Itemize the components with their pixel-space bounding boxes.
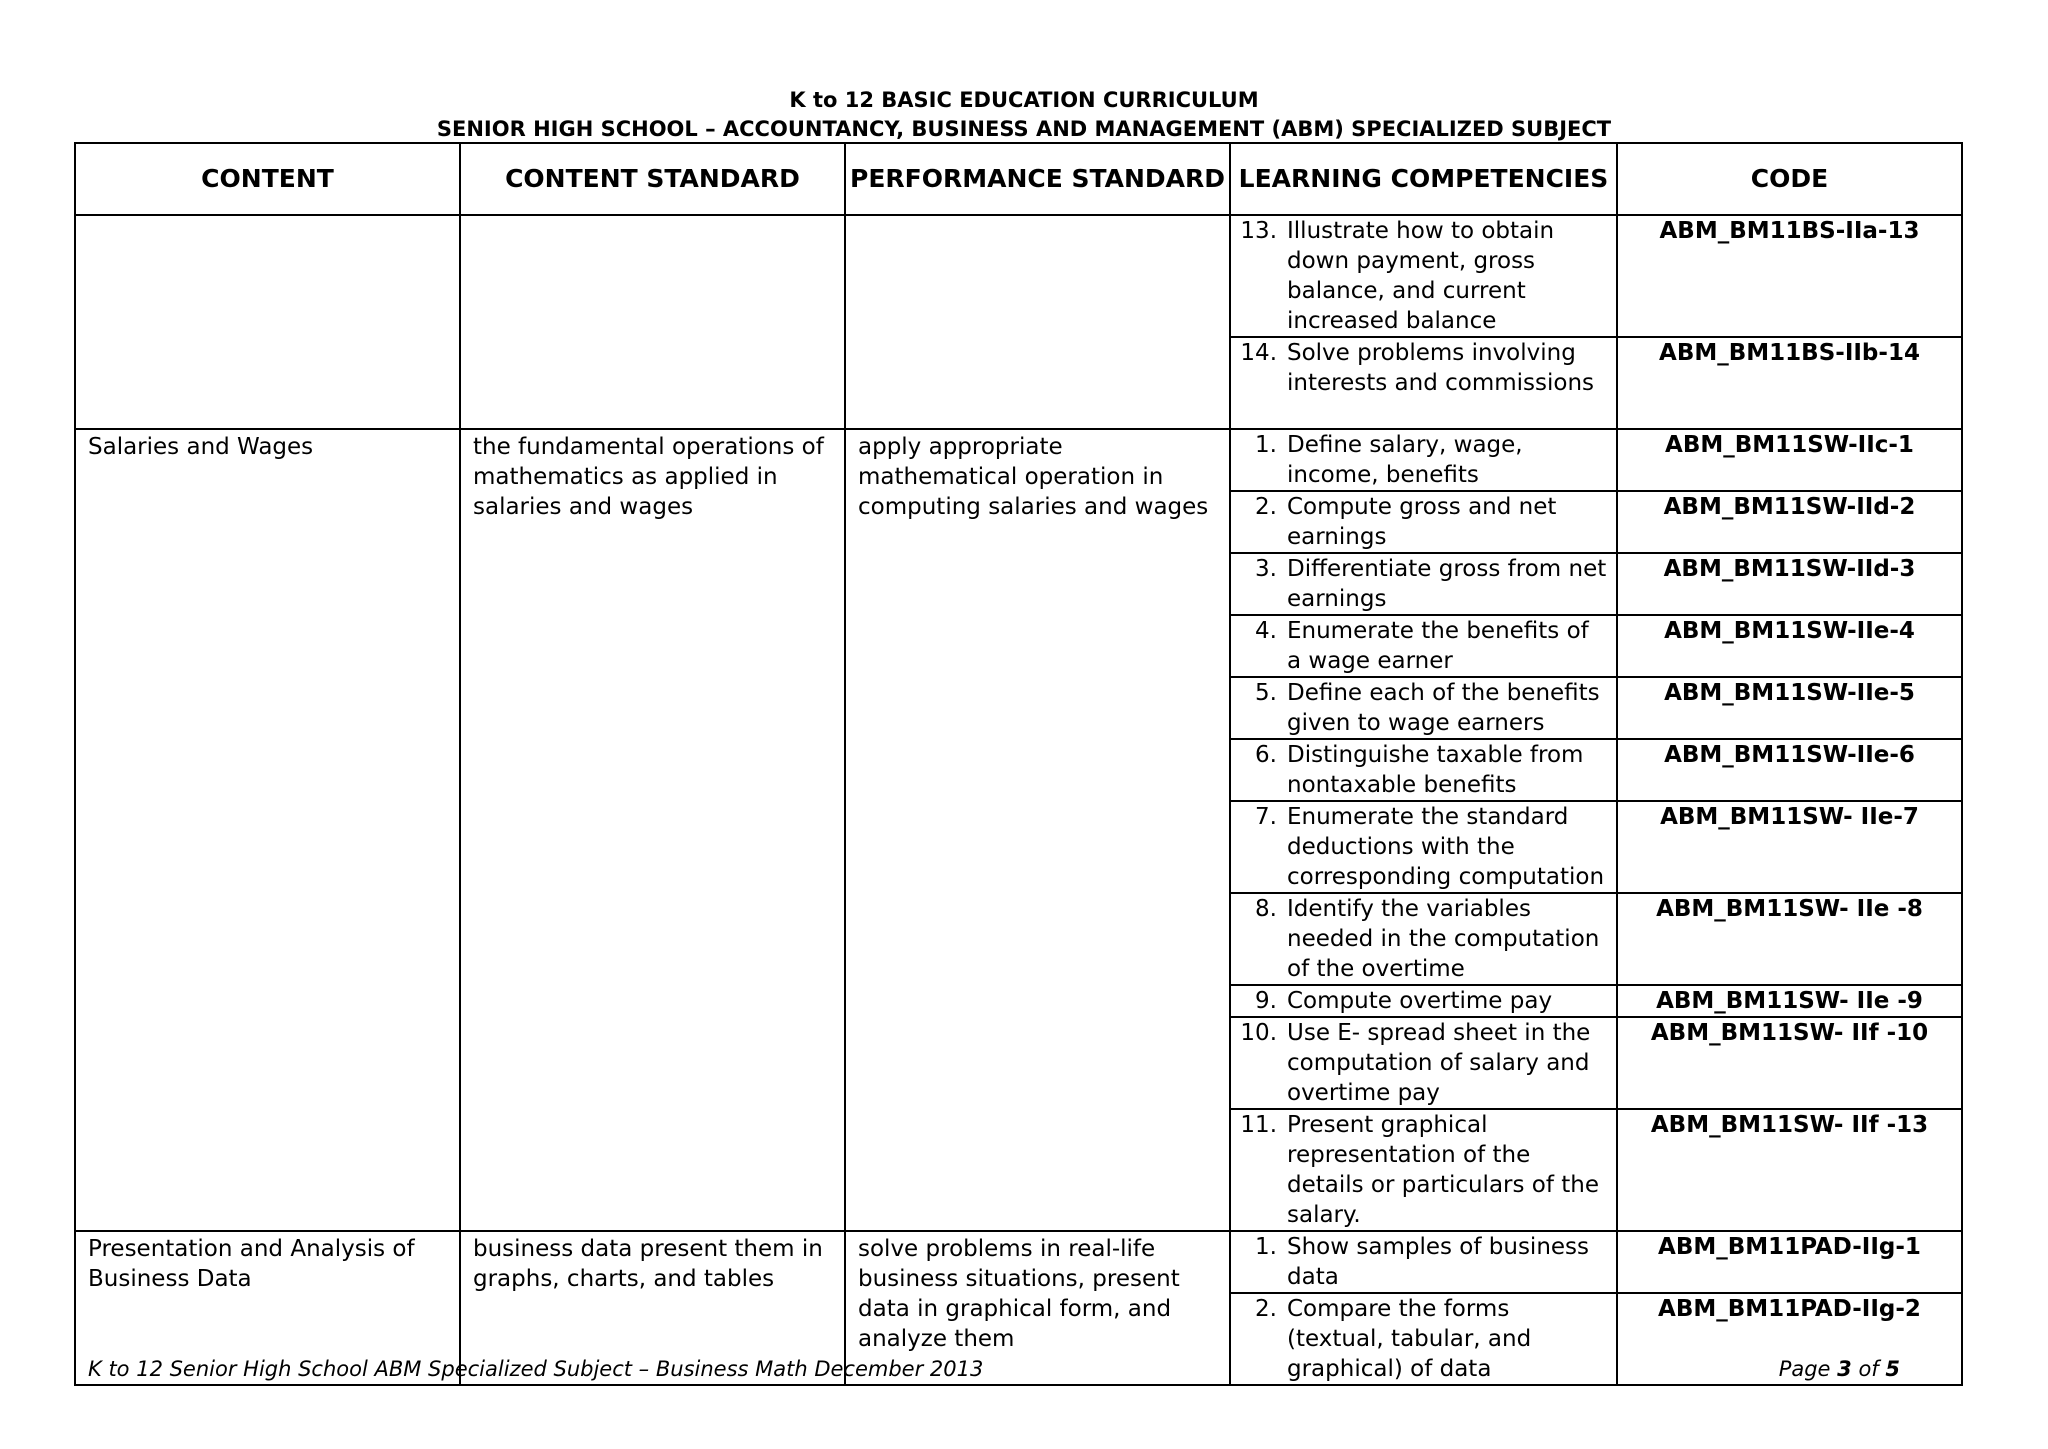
competency-item xyxy=(1231,216,1616,336)
code-cell: ABM_BM11SW-IId-2 xyxy=(1617,491,1962,553)
competency-item xyxy=(1231,1110,1616,1230)
document-header xyxy=(0,86,2048,144)
competency-cell xyxy=(1230,1231,1617,1293)
competency-item xyxy=(1231,678,1616,738)
competency-cell xyxy=(1230,677,1617,739)
competency-text: Define salary, wage, income, benefits xyxy=(1287,432,1523,488)
performance-standard-cell-text: solve problems in real-life business situations, present data in graphical form, and analyze them xyxy=(858,1236,1180,1352)
content-standard-cell-text: the fundamental operations of mathematics as applied in salaries and wages xyxy=(473,434,824,520)
competency-text: Compute gross and net earnings xyxy=(1287,494,1557,550)
performance-standard-cell-text xyxy=(846,216,1229,220)
competency-cell xyxy=(1230,985,1617,1017)
content-standard-cell-text: business data present them in graphs, charts, and tables xyxy=(473,1236,823,1292)
table-header-row xyxy=(75,143,1962,215)
competency-cell xyxy=(1230,739,1617,801)
competency-item xyxy=(1231,802,1616,892)
table-row xyxy=(75,1231,1962,1293)
competency-text: Enumerate the standard deductions with the corresponding computation xyxy=(1287,804,1605,890)
code-cell: ABM_BM11BS-IIa-13 xyxy=(1617,215,1962,337)
competency-text: Show samples of business data xyxy=(1287,1234,1590,1290)
code-cell: ABM_BM11SW- IIf -13 xyxy=(1617,1109,1962,1231)
competency-item xyxy=(1231,894,1616,984)
column-header-performance-standard: PERFORMANCE STANDARD xyxy=(845,143,1230,215)
competency-item xyxy=(1231,1018,1616,1108)
competency-number: 4. xyxy=(1255,618,1277,644)
table-row xyxy=(75,215,1962,337)
competency-text: Present graphical representation of the details or particulars of the salary. xyxy=(1287,1112,1600,1228)
code-cell: ABM_BM11BS-IIb-14 xyxy=(1617,337,1962,429)
table-row xyxy=(75,429,1962,491)
table-body xyxy=(75,215,1962,1385)
competency-number: 5. xyxy=(1255,680,1277,706)
competency-number: 1. xyxy=(1255,432,1277,458)
content-cell xyxy=(75,215,460,429)
competency-item xyxy=(1231,1232,1616,1292)
competency-text: Identify the variables needed in the computation of the overtime xyxy=(1287,896,1600,982)
code-cell: ABM_BM11SW- IIe-7 xyxy=(1617,801,1962,893)
code-cell: ABM_BM11SW-IIe-4 xyxy=(1617,615,1962,677)
competency-number: 10. xyxy=(1240,1020,1277,1046)
content-standard-cell-text xyxy=(461,216,844,220)
code-cell: ABM_BM11SW-IIe-6 xyxy=(1617,739,1962,801)
content-cell-text: Presentation and Analysis of Business Data xyxy=(88,1236,415,1292)
competency-text: Illustrate how to obtain down payment, gross balance, and current increased balance xyxy=(1287,218,1555,334)
competency-text: Solve problems involving interests and commissions xyxy=(1287,340,1595,396)
code-cell: ABM_BM11PAD-IIg-1 xyxy=(1617,1231,1962,1293)
competency-cell xyxy=(1230,801,1617,893)
performance-standard-cell xyxy=(845,429,1230,1231)
page-total: 5 xyxy=(1885,1357,1900,1381)
competency-cell xyxy=(1230,429,1617,491)
code-cell: ABM_BM11SW-IIe-5 xyxy=(1617,677,1962,739)
column-header-content-standard: CONTENT STANDARD xyxy=(460,143,845,215)
competency-cell xyxy=(1230,1109,1617,1231)
content-cell-text xyxy=(76,216,459,220)
competency-cell xyxy=(1230,553,1617,615)
code-cell: ABM_BM11PAD-IIg-2 xyxy=(1617,1293,1962,1385)
competency-cell xyxy=(1230,215,1617,337)
performance-standard-cell-text: apply appropriate mathematical operation in computing salaries and wages xyxy=(858,434,1209,520)
page-current: 3 xyxy=(1837,1357,1852,1381)
code-cell: ABM_BM11SW- IIf -10 xyxy=(1617,1017,1962,1109)
competency-number: 7. xyxy=(1255,804,1277,830)
competency-number: 14. xyxy=(1240,340,1277,366)
column-header-code: CODE xyxy=(1617,143,1962,215)
competency-item xyxy=(1231,554,1616,614)
competency-number: 3. xyxy=(1255,556,1277,582)
competency-item xyxy=(1231,492,1616,552)
competency-text: Enumerate the benefits of a wage earner xyxy=(1287,618,1589,674)
column-header-learning-competencies: LEARNING COMPETENCIES xyxy=(1230,143,1617,215)
column-header-content: CONTENT xyxy=(75,143,460,215)
header-title: K to 12 BASIC EDUCATION CURRICULUM xyxy=(789,88,1259,112)
page-label: Page xyxy=(1778,1357,1838,1381)
competency-text: Define each of the benefits given to wage earners xyxy=(1287,680,1600,736)
footer-document-title: K to 12 Senior High School ABM Specialized Subject – Business Math December 2013 xyxy=(88,1357,984,1381)
content-standard-cell xyxy=(460,215,845,429)
competency-number: 1. xyxy=(1255,1234,1277,1260)
competency-item xyxy=(1231,1294,1616,1384)
competency-number: 11. xyxy=(1240,1112,1277,1138)
code-cell: ABM_BM11SW- IIe -8 xyxy=(1617,893,1962,985)
code-cell: ABM_BM11SW-IIc-1 xyxy=(1617,429,1962,491)
competency-number: 8. xyxy=(1255,896,1277,922)
footer-page-number xyxy=(1779,1355,1900,1383)
competency-text: Use E- spread sheet in the computation of salary and overtime pay xyxy=(1287,1020,1591,1106)
code-cell: ABM_BM11SW-IId-3 xyxy=(1617,553,1962,615)
competency-cell xyxy=(1230,615,1617,677)
code-cell: ABM_BM11SW- IIe -9 xyxy=(1617,985,1962,1017)
competency-cell xyxy=(1230,1293,1617,1385)
content-cell xyxy=(75,429,460,1231)
competency-item xyxy=(1231,338,1616,398)
competency-item xyxy=(1231,986,1616,1016)
competency-cell xyxy=(1230,337,1617,429)
competency-number: 13. xyxy=(1240,218,1277,244)
content-standard-cell xyxy=(460,429,845,1231)
competency-cell xyxy=(1230,893,1617,985)
competency-text: Compute overtime pay xyxy=(1287,988,1553,1014)
competency-cell xyxy=(1230,1017,1617,1109)
performance-standard-cell xyxy=(845,215,1230,429)
competency-number: 6. xyxy=(1255,742,1277,768)
competency-item xyxy=(1231,616,1616,676)
competency-item xyxy=(1231,740,1616,800)
competency-cell xyxy=(1230,491,1617,553)
competency-number: 2. xyxy=(1255,494,1277,520)
curriculum-table xyxy=(74,142,1963,1386)
page-of-label: of xyxy=(1851,1357,1886,1381)
competency-text: Compare the forms (textual, tabular, and graphical) of data xyxy=(1287,1296,1532,1382)
competency-text: Distinguishe taxable from nontaxable benefits xyxy=(1287,742,1584,798)
competency-item xyxy=(1231,430,1616,490)
competency-text: Differentiate gross from net earnings xyxy=(1287,556,1607,612)
header-subtitle: SENIOR HIGH SCHOOL – ACCOUNTANCY, BUSINESS AND MANAGEMENT (ABM) SPECIALIZED SUBJECT xyxy=(436,117,1612,141)
competency-number: 9. xyxy=(1255,988,1277,1014)
content-cell-text: Salaries and Wages xyxy=(88,434,314,460)
competency-number: 2. xyxy=(1255,1296,1277,1322)
